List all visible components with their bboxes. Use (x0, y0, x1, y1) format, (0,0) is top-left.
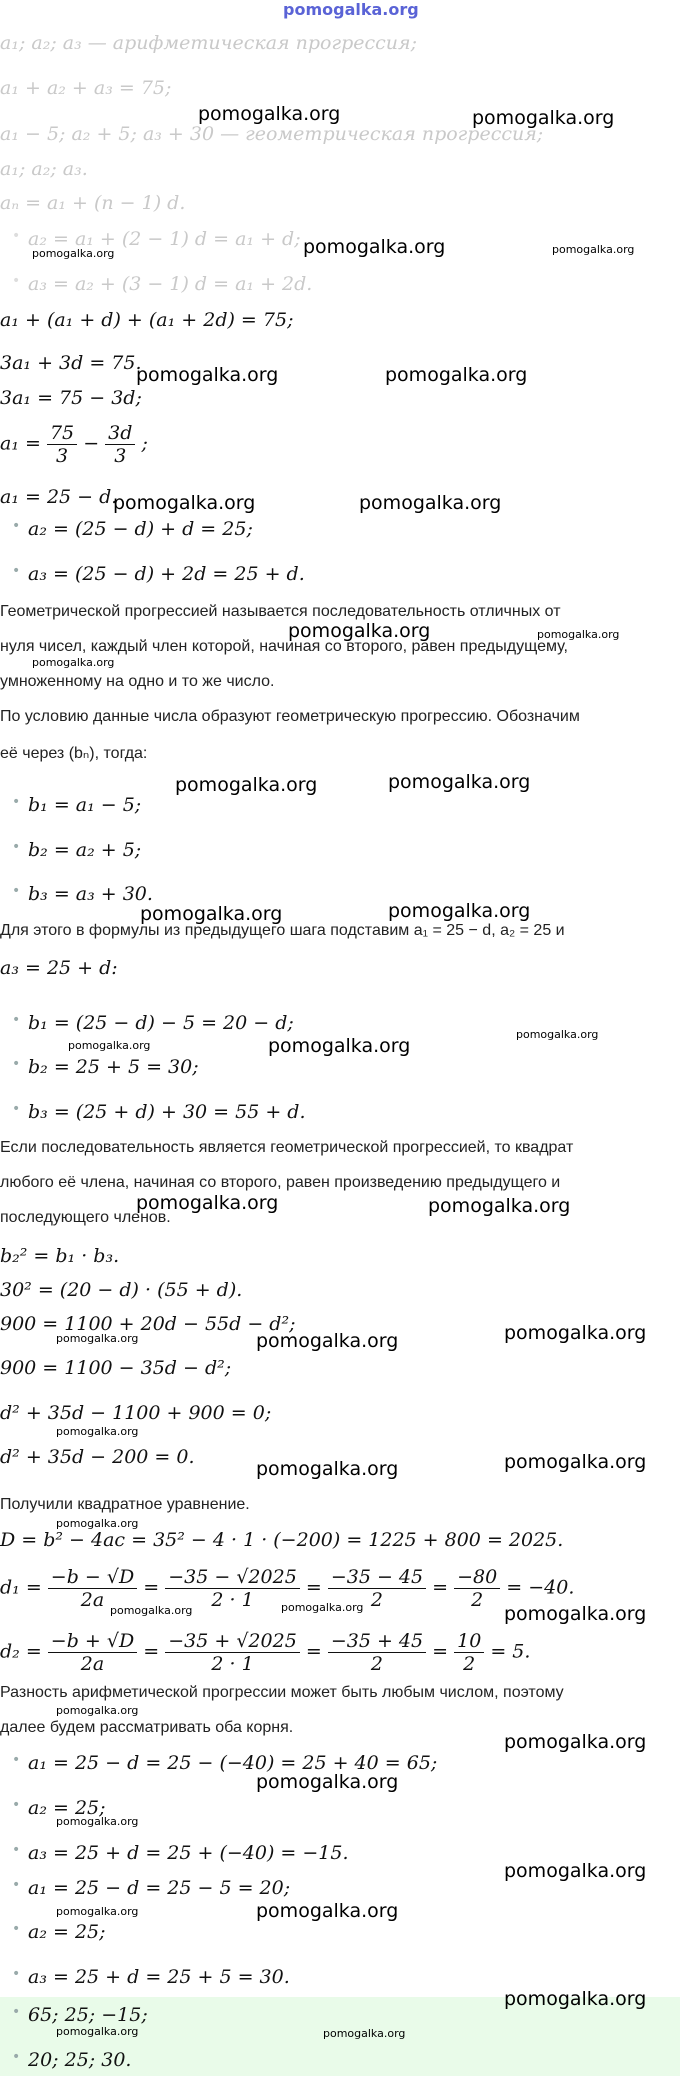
given-line-1: a₁; a₂; a₃ — арифметическая прогрессия; (0, 32, 417, 54)
list-item: • a₃ = 25 + d = 25 + 5 = 30. (0, 1966, 290, 1988)
text-line: умноженному на одно и то же число. (0, 673, 275, 690)
watermark-text: pomogalka.org (281, 1601, 364, 1614)
equation-line: 3a₁ + 3d = 75. (0, 352, 142, 374)
equation-line: 900 = 1100 − 35d − d²; (0, 1357, 232, 1379)
list-item: • a₂ = (25 − d) + d = 25; (0, 518, 253, 540)
watermark-text: pomogalka.org (504, 1603, 647, 1625)
text-line: Если последовательность является геометрической прогрессией, то квадрат (0, 1139, 574, 1156)
list-item: • a₁ = 25 − d = 25 − (−40) = 25 + 40 = 65; (0, 1752, 437, 1774)
fraction (454, 1566, 500, 1611)
watermark-text: pomogalka.org (256, 1771, 399, 1793)
list-item: • a₃ = a₂ + (3 − 1) d = a₁ + 2d. (0, 273, 312, 295)
root-lhs: d₁ = (0, 1576, 42, 1599)
watermark-text: pomogalka.org (303, 236, 446, 258)
list-item: • a₃ = 25 + d = 25 + (−40) = −15. (0, 1842, 349, 1864)
equation-line: a₁ + (a₁ + d) + (a₁ + 2d) = 75; (0, 309, 294, 331)
fraction-equation (0, 422, 148, 467)
watermark-text: pomogalka.org (136, 364, 279, 386)
text-line: По условию данные числа образуют геометрическую прогрессию. Обозначим (0, 708, 580, 725)
fraction-denominator: 2 · 1 (211, 1653, 254, 1675)
fraction-numerator: −80 (454, 1566, 500, 1589)
text-line: нуля чисел, каждый член которой, начиная со второго, равен предыдущему, (0, 638, 568, 655)
watermark-text: pomogalka.org (32, 656, 115, 669)
equation-line: a₁ = 25 − d. (0, 486, 118, 508)
fraction-denominator: 2a (80, 1653, 105, 1675)
watermark-text: pomogalka.org (256, 1458, 399, 1480)
watermark-text: pomogalka.org (516, 1028, 599, 1041)
watermark-text: pomogalka.org (428, 1195, 571, 1217)
equation-line: d² + 35d − 200 = 0. (0, 1446, 195, 1468)
equation-line: d² + 35d − 1100 + 900 = 0; (0, 1402, 272, 1424)
list-item: • b₁ = a₁ − 5; (0, 794, 141, 816)
watermark-text: pomogalka.org (56, 1704, 139, 1717)
root-result: = 5. (490, 1640, 531, 1663)
watermark-text: pomogalka.org (56, 2025, 139, 2038)
equation-line: b₂² = b₁ · b₃. (0, 1245, 120, 1267)
given-line-3: a₁ − 5; a₂ + 5; a₃ + 30 — геометрическая прогрессия; (0, 123, 544, 145)
watermark-text: pomogalka.org (388, 771, 531, 793)
equals-sign: = (432, 1640, 449, 1663)
watermark-text: pomogalka.org (56, 1332, 139, 1345)
list-item: • b₁ = (25 − d) − 5 = 20 − d; (0, 1012, 294, 1034)
watermark-text: pomogalka.org (256, 1900, 399, 1922)
watermark-text: pomogalka.org (359, 492, 502, 514)
fraction-denominator: 3 (114, 445, 127, 467)
answer-item: • 20; 25; 30. (0, 2049, 131, 2071)
fraction-numerator: −35 + √2025 (165, 1630, 300, 1653)
list-item: • a₁ = 25 − d = 25 − 5 = 20; (0, 1877, 290, 1899)
watermark-text: pomogalka.org (504, 1451, 647, 1473)
text-line: любого её члена, начиная со второго, равен произведению предыдущего и (0, 1174, 561, 1191)
fraction-denominator: 2 · 1 (211, 1589, 254, 1611)
operator: − (83, 432, 100, 455)
root-result: = −40. (506, 1576, 575, 1599)
watermark-text: pomogalka.org (256, 1330, 399, 1352)
fraction-lhs: a₁ = (0, 432, 41, 455)
equals-sign: = (305, 1576, 322, 1599)
list-item: • b₃ = a₃ + 30. (0, 883, 153, 905)
list-item: • a₂ = 25; (0, 1921, 106, 1943)
list-item: • a₂ = 25; (0, 1797, 106, 1819)
list-item: • a₃ = (25 − d) + 2d = 25 + d. (0, 563, 305, 585)
fraction-denominator: 2 (370, 1653, 383, 1675)
watermark-text: pomogalka.org (388, 900, 531, 922)
watermark-text: pomogalka.org (537, 628, 620, 641)
text-line: Получили квадратное уравнение. (0, 1496, 250, 1513)
list-item: • b₂ = a₂ + 5; (0, 839, 141, 861)
equals-sign: = (143, 1576, 160, 1599)
watermark-text: pomogalka.org (68, 1039, 151, 1052)
watermark-text: pomogalka.org (288, 620, 431, 642)
watermark-text: pomogalka.org (552, 243, 635, 256)
text-line: Геометрической прогрессией называется последовательность отличных от (0, 603, 561, 620)
text-line: Разность арифметической прогрессии может быть любым числом, поэтому (0, 1684, 564, 1701)
fraction-numerator: −35 − 45 (328, 1566, 426, 1589)
watermark-text: pomogalka.org (32, 247, 115, 260)
watermark-text: pomogalka.org (504, 1860, 647, 1882)
fraction-numerator: 10 (454, 1630, 484, 1653)
equation-line: a₃ = 25 + d: (0, 957, 118, 979)
semicolon: ; (141, 432, 148, 455)
answer-item: • 65; 25; −15; (0, 2004, 148, 2026)
watermark-text: pomogalka.org (504, 1322, 647, 1344)
watermark-text: pomogalka.org (56, 1905, 139, 1918)
equation-line: 3a₁ = 75 − 3d; (0, 387, 142, 409)
fraction-numerator: −b + √D (48, 1630, 137, 1653)
fraction (47, 422, 77, 467)
text-line: последующего членов. (0, 1209, 171, 1226)
text-line: далее будем рассматривать оба корня. (0, 1719, 294, 1736)
watermark-text: pomogalka.org (113, 492, 256, 514)
equation-line: D = b² − 4ac = 35² − 4 · 1 · (−200) = 1225 + 800 = 2025. (0, 1529, 564, 1551)
fraction-numerator: −35 − √2025 (165, 1566, 300, 1589)
watermark-text: pomogalka.org (268, 1035, 411, 1057)
text-line: Для этого в формулы из предыдущего шага подставим a₁ = 25 − d, a₂ = 25 и (0, 922, 565, 939)
equals-sign: = (432, 1576, 449, 1599)
list-item: • a₂ = a₁ + (2 − 1) d = a₁ + d; (0, 228, 301, 250)
watermark-text: pomogalka.org (110, 1604, 193, 1617)
watermark-text: pomogalka.org (56, 1425, 139, 1438)
root-equation-2 (0, 1630, 530, 1675)
watermark-text: pomogalka.org (504, 1731, 647, 1753)
watermark-text: pomogalka.org (198, 103, 341, 125)
root-lhs: d₂ = (0, 1640, 42, 1663)
list-item: • b₃ = (25 + d) + 30 = 55 + d. (0, 1101, 306, 1123)
fraction (328, 1630, 426, 1675)
equation-line: 900 = 1100 + 20d − 55d − d²; (0, 1313, 296, 1335)
watermark-text: pomogalka.org (175, 774, 318, 796)
fraction-numerator: 3d (105, 422, 135, 445)
equation-line: 30² = (20 − d) · (55 + d). (0, 1279, 243, 1301)
list-item: • b₂ = 25 + 5 = 30; (0, 1056, 199, 1078)
watermark-text: pomogalka.org (385, 364, 528, 386)
given-line-2: a₁ + a₂ + a₃ = 75; (0, 77, 172, 99)
site-header-link[interactable]: pomogalka.org (283, 0, 419, 19)
fraction-denominator: 2 (370, 1589, 383, 1611)
fraction-numerator: −35 + 45 (328, 1630, 426, 1653)
fraction-numerator: −b − √D (48, 1566, 137, 1589)
fraction-numerator: 75 (47, 422, 77, 445)
fraction-denominator: 2a (80, 1589, 105, 1611)
watermark-text: pomogalka.org (140, 903, 283, 925)
fraction-denominator: 2 (463, 1653, 476, 1675)
fraction (454, 1630, 484, 1675)
fraction (105, 422, 135, 467)
fraction (165, 1630, 300, 1675)
text-line: её через (bₙ), тогда: (0, 745, 148, 762)
fraction-denominator: 3 (56, 445, 69, 467)
watermark-text: pomogalka.org (136, 1192, 279, 1214)
fraction (48, 1630, 137, 1675)
fraction-denominator: 2 (471, 1589, 484, 1611)
equals-sign: = (305, 1640, 322, 1663)
watermark-text: pomogalka.org (323, 2027, 406, 2040)
watermark-text: pomogalka.org (56, 1517, 139, 1530)
watermark-text: pomogalka.org (504, 1988, 647, 2010)
formula-line: aₙ = a₁ + (n − 1) d. (0, 192, 186, 214)
watermark-text: pomogalka.org (472, 107, 615, 129)
given-line-4: a₁; a₂; a₃. (0, 158, 88, 180)
equals-sign: = (143, 1640, 160, 1663)
watermark-text: pomogalka.org (56, 1815, 139, 1828)
